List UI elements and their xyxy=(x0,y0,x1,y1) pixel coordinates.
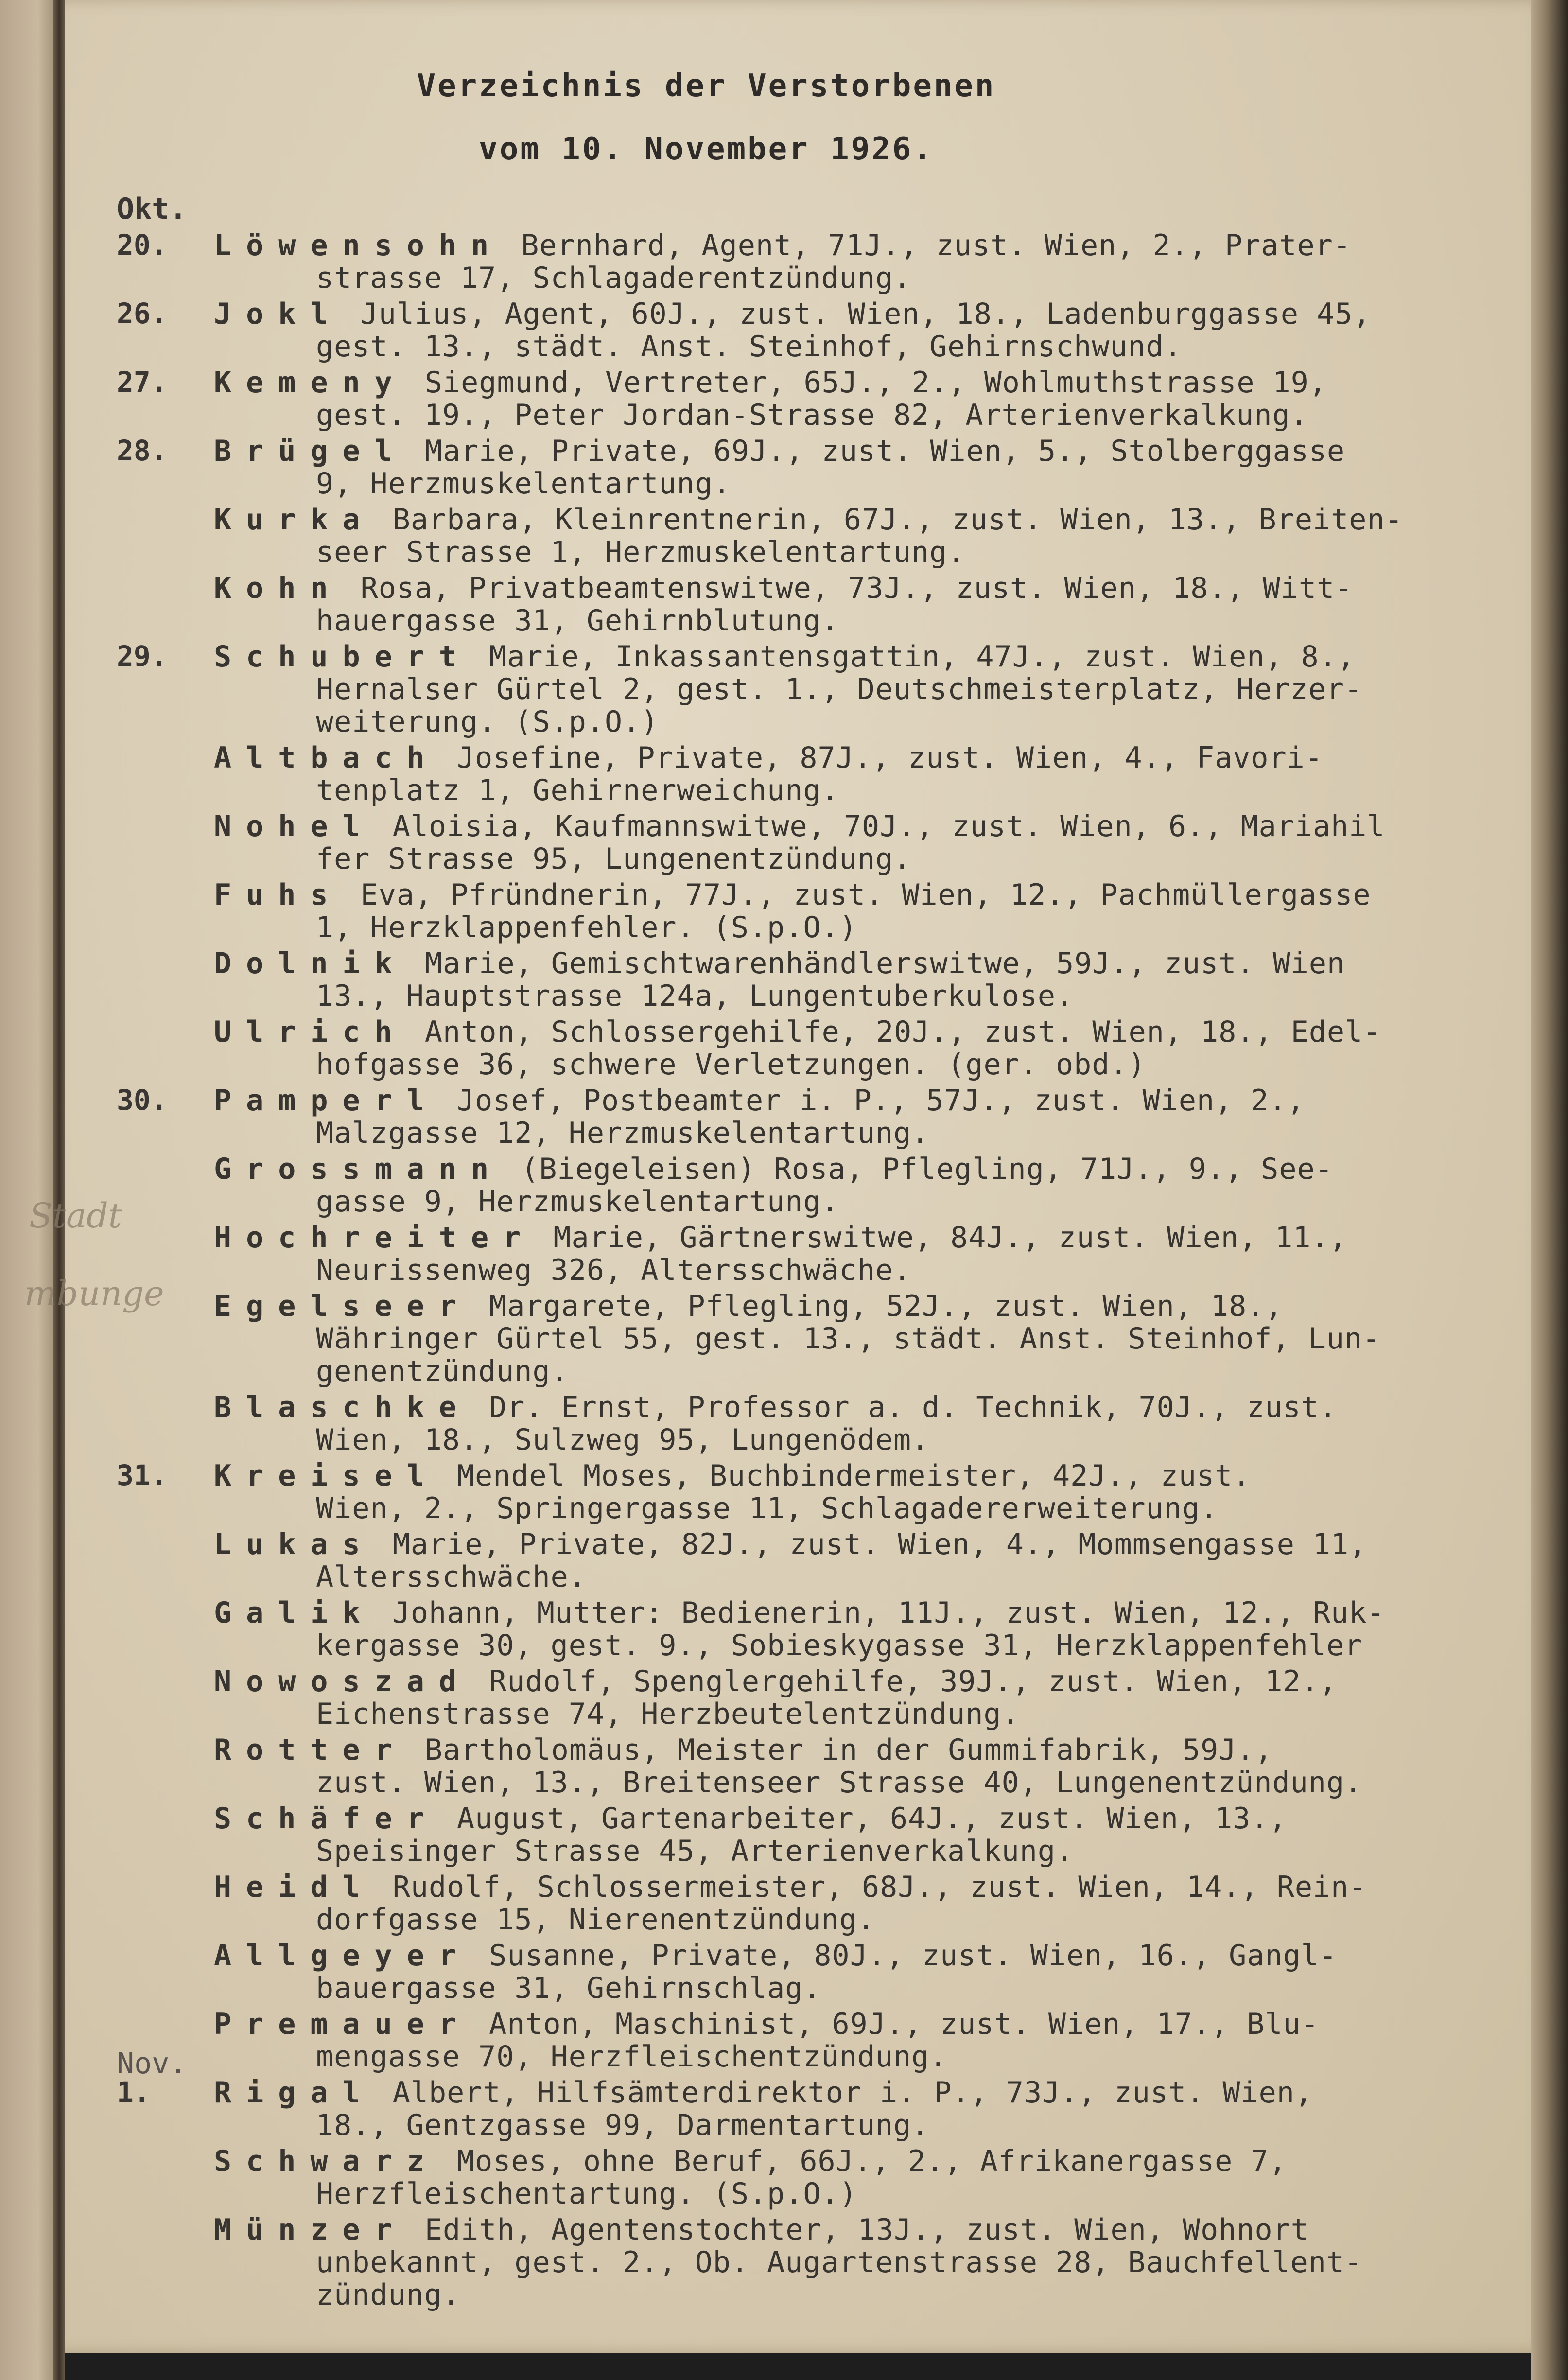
entry-continuation: Herzfleischentartung. (S.p.O.) xyxy=(316,2177,857,2211)
entry-continuation: mengasse 70, Herzfleischentzündung. xyxy=(316,2040,948,2074)
entry-first-line xyxy=(214,1596,1385,1630)
entry-surname: Premauer xyxy=(214,2007,471,2041)
entry-details: Bartholomäus, Meister in der Gummifabrik, 59J., xyxy=(406,1733,1273,1767)
entry-details: Dr. Ernst, Professor a. d. Technik, 70J., zust. xyxy=(470,1390,1337,1424)
entry-surname: Schäfer xyxy=(214,1802,439,1836)
entry-details: (Biegeleisen) Rosa, Pflegling, 71J., 9., See- xyxy=(503,1152,1333,1186)
entry-continuation: dorfgasse 15, Nierenentzündung. xyxy=(316,1903,875,1937)
entry-details: Rudolf, Schlossermeister, 68J., zust. Wien, 14., Rein- xyxy=(374,1870,1367,1904)
entry-first-line xyxy=(214,809,1385,843)
entry-surname: Löwensohn xyxy=(214,228,504,262)
entry-details: Josefine, Private, 87J., zust. Wien, 4., Favori- xyxy=(438,741,1323,775)
entry-surname: Dolnik xyxy=(214,946,407,980)
entry-first-line xyxy=(214,1527,1367,1561)
entry-date: 29. xyxy=(117,640,168,673)
entry-continuation: hauergasse 31, Gehirnblutung. xyxy=(316,604,839,638)
entry-date: 20. xyxy=(117,228,168,262)
entry-details: Rudolf, Spenglergehilfe, 39J., zust. Wien, 12., xyxy=(470,1664,1337,1698)
entry-details: Aloisia, Kaufmannswitwe, 70J., zust. Wien, 6., Mariahil xyxy=(374,809,1385,843)
entry-continuation: Neurissenweg 326, Altersschwäche. xyxy=(316,1253,912,1287)
entry-surname: Heidl xyxy=(214,1870,375,1904)
entry-first-line xyxy=(214,741,1323,775)
entry-continuation: gasse 9, Herzmuskelentartung. xyxy=(316,1185,839,1219)
entry-surname: Pamperl xyxy=(214,1084,439,1118)
entry-surname: Rotter xyxy=(214,1733,407,1767)
entry-date: 31. xyxy=(117,1459,168,1492)
entry-continuation: 9, Herzmuskelentartung. xyxy=(316,467,731,501)
margin-note: Stadt xyxy=(29,1196,122,1236)
entry-continuation: Wien, 2., Springergasse 11, Schlagadererweiterung. xyxy=(316,1491,1219,1525)
document-subtitle: vom 10. November 1926. xyxy=(479,131,934,167)
entry-first-line xyxy=(214,1733,1273,1767)
entry-continuation: Altersschwäche. xyxy=(316,1560,587,1594)
entry-details: Marie, Inkassantensgattin, 47J., zust. Wien, 8., xyxy=(470,640,1356,674)
margin-note: mbunge xyxy=(24,1274,164,1313)
entry-details: Marie, Gärtnerswitwe, 84J., zust. Wien, 11., xyxy=(535,1221,1347,1255)
entry-continuation: Hernalser Gürtel 2, gest. 1., Deutschmeisterplatz, Herzer- xyxy=(316,672,1363,706)
entry-surname: Kohn xyxy=(214,571,343,605)
entry-details: Susanne, Private, 80J., zust. Wien, 16., Gangl- xyxy=(470,1939,1337,1973)
entry-surname: Schubert xyxy=(214,640,471,674)
entry-details: Marie, Gemischtwarenhändlerswitwe, 59J., zust. Wien xyxy=(406,946,1345,980)
entry-surname: Jokl xyxy=(214,297,343,331)
entry-first-line xyxy=(214,946,1345,980)
entry-date: 1. xyxy=(117,2076,151,2109)
entry-first-line xyxy=(214,1459,1251,1493)
entry-continuation: Währinger Gürtel 55, gest. 13., städt. Anst. Steinhof, Lun- xyxy=(316,1322,1381,1356)
entry-continuation: 1, Herzklappenfehler. (S.p.O.) xyxy=(316,910,857,945)
entry-details: Siegmund, Vertreter, 65J., 2., Wohlmuthstrasse 19, xyxy=(406,366,1327,400)
entry-continuation: 18., Gentzgasse 99, Darmentartung. xyxy=(316,2108,930,2142)
entry-continuation: unbekannt, gest. 2., Ob. Augartenstrasse 28, Bauchfellent- xyxy=(316,2245,1363,2279)
entry-first-line xyxy=(214,2007,1319,2041)
entry-first-line xyxy=(214,434,1345,468)
entry-surname: Galik xyxy=(214,1596,375,1630)
entry-first-line xyxy=(214,503,1403,537)
entry-first-line xyxy=(214,228,1351,262)
entry-surname: Rigal xyxy=(214,2076,375,2110)
entry-continuation: seer Strasse 1, Herzmuskelentartung. xyxy=(316,535,966,569)
entry-details: Rosa, Privatbeamtenswitwe, 73J., zust. Wien, 18., Witt- xyxy=(342,571,1353,605)
entry-surname: Altbach xyxy=(214,741,439,775)
entry-details: Josef, Postbeamter i. P., 57J., zust. Wien, 2., xyxy=(438,1084,1305,1118)
entry-first-line xyxy=(214,2213,1309,2247)
entry-continuation: Speisinger Strasse 45, Arterienverkalkung. xyxy=(316,1834,1074,1868)
entry-surname: Fuhs xyxy=(214,878,343,912)
entry-surname: Lukas xyxy=(214,1527,375,1561)
month-header-nov: Nov. xyxy=(117,2047,187,2081)
entry-details: Mendel Moses, Buchbindermeister, 42J., zust. xyxy=(438,1459,1251,1493)
entry-continuation: kergasse 30, gest. 9., Sobieskygasse 31, Herzklappenfehler xyxy=(316,1628,1363,1662)
entry-details: Barbara, Kleinrentnerin, 67J., zust. Wien, 13., Breiten- xyxy=(374,503,1403,537)
entry-details: Bernhard, Agent, 71J., zust. Wien, 2., Prater- xyxy=(503,228,1351,262)
entry-surname: Grossmann xyxy=(214,1152,504,1186)
entry-continuation: gest. 13., städt. Anst. Steinhof, Gehirnschwund. xyxy=(316,330,1182,364)
entry-first-line xyxy=(214,366,1327,400)
entry-continuation: 13., Hauptstrasse 124a, Lungentuberkulose. xyxy=(316,979,1074,1013)
month-header-okt: Okt. xyxy=(117,192,187,226)
entry-continuation: genentzündung. xyxy=(316,1354,569,1388)
entry-first-line xyxy=(214,1870,1367,1904)
entry-first-line xyxy=(214,1390,1337,1424)
entry-details: Marie, Private, 82J., zust. Wien, 4., Mommsengasse 11, xyxy=(374,1527,1367,1561)
entry-surname: Nohel xyxy=(214,809,375,843)
entry-surname: Kurka xyxy=(214,503,375,537)
entry-continuation: Wien, 18., Sulzweg 95, Lungenödem. xyxy=(316,1423,930,1457)
entry-surname: Egelseer xyxy=(214,1289,471,1323)
entry-details: Moses, ohne Beruf, 66J., 2., Afrikanergasse 7, xyxy=(438,2144,1287,2178)
entry-surname: Blaschke xyxy=(214,1390,471,1424)
entry-details: Anton, Schlossergehilfe, 20J., zust. Wien, 18., Edel- xyxy=(406,1015,1381,1049)
entry-first-line xyxy=(214,571,1353,605)
entry-surname: Hochreiter xyxy=(214,1221,536,1255)
entry-date: 30. xyxy=(117,1084,168,1117)
entry-continuation: Malzgasse 12, Herzmuskelentartung. xyxy=(316,1116,930,1150)
entry-continuation: Eichenstrasse 74, Herzbeutelentzündung. xyxy=(316,1697,1020,1731)
entry-continuation: bauergasse 31, Gehirnschlag. xyxy=(316,1971,821,2005)
entry-first-line xyxy=(214,1221,1347,1255)
document-title: Verzeichnis der Verstorbenen xyxy=(417,68,996,104)
entry-surname: Nowoszad xyxy=(214,1664,471,1698)
entry-continuation: zust. Wien, 13., Breitenseer Strasse 40, Lungenentzündung. xyxy=(316,1766,1363,1800)
entry-first-line xyxy=(214,297,1371,331)
entry-surname: Brügel xyxy=(214,434,407,468)
entry-first-line xyxy=(214,1084,1305,1118)
entry-first-line xyxy=(214,1664,1337,1698)
entry-surname: Münzer xyxy=(214,2213,407,2247)
entry-continuation: tenplatz 1, Gehirnerweichung. xyxy=(316,773,839,807)
entry-first-line xyxy=(214,2076,1313,2110)
entry-details: Julius, Agent, 60J., zust. Wien, 18., Ladenburggasse 45, xyxy=(342,297,1371,331)
entry-first-line xyxy=(214,1152,1333,1186)
entry-continuation: hofgasse 36, schwere Verletzungen. (ger. obd.) xyxy=(316,1048,1146,1082)
entry-details: Eva, Pfründnerin, 77J., zust. Wien, 12., Pachmüllergasse xyxy=(342,878,1371,912)
entry-details: Johann, Mutter: Bedienerin, 11J., zust. Wien, 12., Ruk- xyxy=(374,1596,1385,1630)
entry-details: Margarete, Pflegling, 52J., zust. Wien, 18., xyxy=(470,1289,1283,1323)
entry-first-line xyxy=(214,878,1371,912)
entry-first-line xyxy=(214,2144,1287,2178)
entry-first-line xyxy=(214,1289,1283,1323)
entry-first-line xyxy=(214,1802,1287,1836)
entry-details: Anton, Maschinist, 69J., zust. Wien, 17., Blu- xyxy=(470,2007,1319,2041)
entry-continuation: zündung. xyxy=(316,2278,460,2312)
entry-details: Edith, Agentenstochter, 13J., zust. Wien, Wohnort xyxy=(406,2213,1309,2247)
entry-continuation: strasse 17, Schlagaderentzündung. xyxy=(316,261,912,295)
entry-surname: Kemeny xyxy=(214,366,407,400)
entry-surname: Allgeyer xyxy=(214,1939,471,1973)
entry-continuation: gest. 19., Peter Jordan-Strasse 82, Arterienverkalkung. xyxy=(316,398,1308,432)
entry-continuation: weiterung. (S.p.O.) xyxy=(316,705,659,739)
entry-details: August, Gartenarbeiter, 64J., zust. Wien, 13., xyxy=(438,1802,1287,1836)
entry-surname: Kreisel xyxy=(214,1459,439,1493)
entry-continuation: fer Strasse 95, Lungenentzündung. xyxy=(316,842,912,876)
entry-date: 27. xyxy=(117,366,168,399)
entry-surname: Ulrich xyxy=(214,1015,407,1049)
entry-first-line xyxy=(214,640,1355,674)
entry-date: 28. xyxy=(117,434,168,467)
entry-first-line xyxy=(214,1015,1381,1049)
entry-surname: Schwarz xyxy=(214,2144,439,2178)
entry-details: Marie, Private, 69J., zust. Wien, 5., Stolberggasse xyxy=(406,434,1345,468)
entry-details: Albert, Hilfsämterdirektor i. P., 73J., zust. Wien, xyxy=(374,2076,1313,2110)
entry-first-line xyxy=(214,1939,1337,1973)
entry-date: 26. xyxy=(117,297,168,330)
